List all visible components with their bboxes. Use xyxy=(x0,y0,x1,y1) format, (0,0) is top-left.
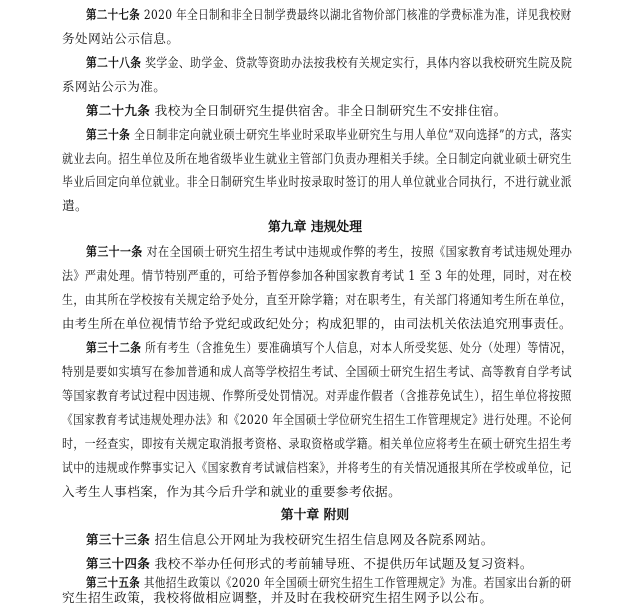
article-27-line-2: 务处网站公示信息。 xyxy=(62,31,180,46)
article-label: 第三十五条 xyxy=(86,575,141,590)
article-35-line-1: 第三十五条 其他招生政策以《2020 年全国硕士研究生招生工作管理规定》为准。若国家出台新的研 xyxy=(86,575,572,590)
article-label: 第二十八条 xyxy=(86,55,142,70)
article-28-line-1: 第二十八条 奖学金、助学金、贷款等资助办法按我校有关规定实行，具体内容以我校研究生院及院 xyxy=(86,55,573,70)
article-label: 第二十七条 xyxy=(86,7,141,22)
article-label: 第二十九条 xyxy=(86,103,151,118)
article-30-line-4: 遣。 xyxy=(62,198,89,213)
article-label: 第三十一条 xyxy=(86,244,143,259)
article-31-line-3: 生，由其所在学校按有关规定给予处分，直至开除学籍；对在职考生，有关部门将通知考生所在单位， xyxy=(62,292,572,307)
article-35-line-2: 究生招生政策，我校将做相应调整，并及时在我校研究生招生网予以公布。 xyxy=(62,590,493,605)
article-32-line-3: 等国家教育考试过程中因违规、作弊所受处罚情况。对弄虚作假者（含推荐免试生），招生单位将按照 xyxy=(62,388,572,403)
article-27-line-1: 第二十七条 2020 年全日制和非全日制学费最终以湖北省物价部门核准的学费标准为准，详见我校财 xyxy=(86,7,572,22)
article-29-line-1: 第二十九条 我校为全日制研究生提供宿舍。非全日制研究生不安排住宿。 xyxy=(86,103,507,118)
article-31-line-2: 法》严肃处理。情节特别严重的，可给予暂停参加各种国家教育考试 1 至 3 年的处理，同时，对在校 xyxy=(62,268,572,283)
article-32-line-6: 试中的违规或作弊事实记入《国家教育考试诚信档案》，并将考生的有关情况通报其所在学校或单位，记 xyxy=(62,460,572,475)
article-30-line-3: 毕业后回定向单位就业。非全日制研究生毕业时按录取时签订的用人单位就业合同执行，不进行就业派 xyxy=(62,174,572,189)
article-32-line-2: 特别是要如实填写在参加普通和成人高等学校招生考试、全国硕士研究生招生考试、高等教育自学考试 xyxy=(62,364,572,379)
article-32-line-4: 《国家教育考试违规处理办法》和《2020 年全国硕士学位研究生招生工作管理规定》进行处理。不论何 xyxy=(62,412,573,427)
article-30-line-1: 第三十条 全日制非定向就业硕士研究生毕业时采取毕业研究生与用人单位“双向选择”的方式，落实 xyxy=(86,127,573,142)
article-31-line-1: 第三十一条 对在全国硕士研究生招生考试中违规或作弊的考生，按照《国家教育考试违规处理办 xyxy=(86,244,573,259)
article-32-line-7: 入考生人事档案，作为其今后升学和就业的重要参考依据。 xyxy=(62,484,402,499)
article-label: 第三十四条 xyxy=(86,556,151,571)
article-33-line-1: 第三十三条 招生信息公开网址为我校研究生招生信息网及各院系网站。 xyxy=(86,532,494,547)
chapter-10-heading: 第十章 附则 xyxy=(280,508,350,523)
article-34-line-1: 第三十四条 我校不举办任何形式的考前辅导班、不提供历年试题及复习资料。 xyxy=(86,556,533,571)
article-32-line-1: 第三十二条 所有考生（含推免生）要准确填写个人信息，对本人所受奖惩、处分（处理）等情况， xyxy=(86,340,573,355)
article-28-line-2: 系网站公示为准。 xyxy=(62,79,167,94)
article-label: 第三十三条 xyxy=(86,532,151,547)
article-31-line-4: 由考生所在单位视情节给予党纪或政纪处分；构成犯罪的，由司法机关依法追究刑事责任。 xyxy=(62,316,572,331)
article-32-line-5: 时，一经查实，即按有关规定取消报考资格、录取资格或学籍。相关单位应将考生在硕士研究生招生考 xyxy=(62,436,572,451)
article-label: 第三十条 xyxy=(86,127,131,142)
chapter-9-heading: 第九章 违规处理 xyxy=(267,220,363,235)
article-30-line-2: 就业去向。招生单位及所在地省级毕业生就业主管部门负责办理相关手续。全日制定向就业硕士研究生 xyxy=(62,151,572,166)
article-label: 第三十二条 xyxy=(86,340,142,355)
